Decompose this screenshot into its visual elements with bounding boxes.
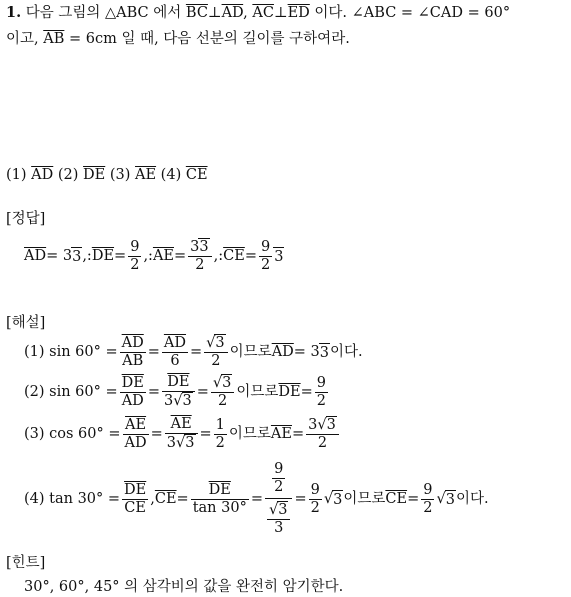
- separator: ,:: [143, 248, 153, 264]
- numerator: 1: [215, 416, 225, 433]
- denominator: 3√3: [164, 393, 192, 409]
- fraction: [162, 335, 188, 370]
- denominator: 2: [310, 499, 320, 516]
- fraction: [120, 375, 146, 410]
- segment-bc: $\overline{BC}$: [185, 5, 208, 21]
- step-text: 이므로: [228, 426, 271, 442]
- equals: =: [244, 248, 257, 264]
- equals: =: [147, 344, 160, 360]
- denominator: 2: [195, 257, 205, 273]
- denominator: AD: [121, 392, 144, 409]
- fraction: [211, 374, 234, 410]
- fraction-ae: [188, 238, 211, 274]
- answer-de: $\overline{DE}$: [91, 248, 115, 264]
- numerator: $\overline{AE}$: [165, 416, 198, 434]
- equals: =: [147, 384, 161, 400]
- equals: =: [176, 491, 189, 507]
- perp-symbol: ⊥: [273, 5, 288, 21]
- fraction: [165, 416, 198, 452]
- step-text: 이므로: [343, 491, 386, 507]
- step-text: = 3: [293, 344, 320, 360]
- separator: ,:: [82, 248, 92, 264]
- solution-step-2: [24, 372, 330, 412]
- segment-ed: $\overline{ED}$: [287, 5, 310, 21]
- figure-area: [0, 70, 571, 150]
- denominator: 2: [218, 393, 228, 409]
- fraction: [191, 482, 249, 517]
- step-prefix: (2) sin 60° =: [24, 384, 118, 400]
- denominator: 2: [215, 434, 225, 451]
- sqrt-3: 3: [274, 248, 284, 265]
- sqrt-3: 3: [222, 375, 232, 391]
- choice-2-label: (2): [53, 167, 84, 183]
- denominator: 2: [211, 353, 221, 369]
- choice-4-label: (4): [156, 167, 186, 183]
- comma: ,: [150, 491, 155, 507]
- segment: $\overline{CE}$: [154, 491, 177, 507]
- equals: = 3: [46, 248, 73, 264]
- choices-line: [6, 166, 208, 184]
- coefficient: 3: [190, 239, 200, 255]
- denominator: 3√3: [166, 435, 195, 451]
- denominator: 6: [170, 352, 180, 369]
- answer-label: [정답]: [6, 211, 46, 227]
- problem-text: 이고,: [6, 31, 44, 47]
- hint-text: 30°, 60°, 45° 의 삼각비의 값을 완전히 암기한다.: [24, 579, 344, 595]
- answer-ce: $\overline{CE}$: [223, 248, 245, 264]
- equals: =: [294, 491, 307, 507]
- numerator: $\overline{DE}$: [191, 482, 249, 500]
- sqrt-3: 3: [326, 417, 336, 433]
- numerator: $\overline{AD}$: [163, 334, 187, 351]
- denominator: AB: [122, 352, 144, 369]
- numerator: $\overline{DE}$: [124, 481, 147, 498]
- sqrt-3: 3: [199, 239, 209, 255]
- equals: =: [291, 426, 305, 442]
- answer-ae: $\overline{AE}$: [152, 248, 174, 264]
- nested-top: [265, 461, 292, 499]
- solution-step-3: [24, 414, 341, 454]
- choice-1-label: (1): [6, 167, 32, 183]
- numerator: 9: [310, 481, 320, 498]
- numerator: [188, 238, 211, 257]
- numerator: 9: [260, 238, 271, 255]
- segment: $\overline{DE}$: [278, 384, 301, 400]
- equals: =: [190, 344, 203, 360]
- fraction: [315, 375, 328, 410]
- numerator: $\overline{AD}$: [121, 334, 144, 351]
- denominator: CE: [124, 499, 146, 516]
- denominator: tan 30°: [192, 499, 247, 516]
- fraction-de: [128, 239, 141, 274]
- problem-text: 이다. ∠ABC = ∠CAD = 60°: [309, 5, 511, 21]
- equals: =: [114, 248, 127, 264]
- numerator: √3: [211, 374, 234, 393]
- perp-symbol: ⊥: [207, 5, 222, 21]
- nested-bottom: [265, 499, 292, 537]
- separator: ,:: [213, 248, 224, 264]
- choice-2-segment: $\overline{DE}$: [83, 167, 106, 183]
- numerator: √3: [204, 334, 227, 353]
- equals: =: [407, 491, 420, 507]
- sqrt-3: 3: [333, 491, 343, 508]
- answer-line: [24, 236, 284, 276]
- coefficient: 3: [166, 435, 177, 451]
- fraction: [421, 482, 434, 517]
- denominator: AD: [124, 434, 147, 451]
- step-prefix: (3) cos 60° =: [24, 426, 121, 442]
- numerator: $\overline{DE}$: [121, 374, 144, 391]
- denominator: 3: [274, 520, 284, 536]
- hint-label: [힌트]: [6, 555, 46, 571]
- segment: $\overline{AE}$: [270, 426, 292, 442]
- denominator: 2: [260, 256, 271, 273]
- step-text: 이다.: [455, 491, 489, 507]
- choice-3-label: (3): [105, 167, 136, 183]
- problem-number: 1.: [6, 4, 22, 21]
- fraction: [162, 374, 195, 410]
- nested-fraction: [265, 461, 292, 537]
- sqrt-3: 3: [445, 491, 455, 508]
- equals: =: [250, 491, 263, 507]
- fraction: [204, 334, 227, 370]
- sqrt-3: 3: [185, 435, 195, 451]
- comma: ,: [243, 5, 253, 21]
- fraction-ce: [259, 239, 272, 274]
- numerator: 9: [274, 461, 284, 477]
- answer-ad: $\overline{AD}$: [24, 248, 47, 264]
- choice-3-segment: $\overline{AE}$: [135, 167, 157, 183]
- step-text: 이므로: [236, 384, 279, 400]
- problem-text: 다음 그림의 △ABC 에서: [25, 5, 186, 21]
- denominator: 2: [423, 499, 433, 516]
- numerator: √3: [267, 501, 290, 520]
- step-text: 이므로: [229, 344, 272, 360]
- segment-ab: $\overline{AB}$: [43, 31, 65, 47]
- fraction: [306, 416, 339, 452]
- denominator: 2: [130, 256, 140, 273]
- numerator: 9: [423, 481, 433, 498]
- numerator: 3√3: [306, 416, 339, 435]
- fraction: [120, 335, 146, 370]
- step-prefix: (4) tan 30° =: [24, 491, 121, 507]
- coefficient: 3: [308, 417, 318, 433]
- fraction: [123, 417, 149, 452]
- equals: =: [150, 426, 163, 442]
- denominator: 2: [317, 435, 328, 451]
- numerator: $\overline{AE}$: [123, 417, 149, 435]
- sqrt-3: 3: [319, 344, 330, 361]
- segment-ac: $\overline{AC}$: [252, 5, 274, 21]
- sqrt-3: 3: [278, 502, 288, 518]
- sqrt-3: 3: [72, 248, 82, 265]
- solution-label: [해설]: [6, 315, 46, 331]
- coefficient: 3: [164, 393, 174, 409]
- fraction: [122, 482, 148, 517]
- fraction: [267, 501, 290, 537]
- choice-1-segment: $\overline{AD}$: [31, 167, 54, 183]
- numerator: $\overline{DE}$: [162, 374, 195, 392]
- equals: =: [196, 384, 209, 400]
- problem-line-1: [6, 4, 510, 22]
- step-prefix: (1) sin 60° =: [24, 344, 118, 360]
- equals: =: [199, 426, 212, 442]
- solution-step-1: [24, 332, 363, 372]
- fraction: [309, 482, 322, 517]
- segment: $\overline{CE}$: [385, 491, 408, 507]
- sqrt-3: 3: [182, 393, 192, 409]
- segment: $\overline{AD}$: [271, 344, 294, 360]
- sqrt-3: 3: [215, 335, 225, 351]
- denominator: 2: [316, 392, 327, 409]
- problem-text: = 6cm 일 때, 다음 선분의 길이를 구하여라.: [64, 31, 350, 47]
- fraction: [214, 417, 227, 452]
- solution-step-4: (4) tan 30° = $\frac{\overline{DE}}{CE}$ , $\overline{CE}$ = $\frac{\overline{DE}}{\tan 30^\circ}$ = $\frac{\frac{9}{2}}{\frac{√3}{3}}$ = $\frac{9}{2}$ √ 3 이므로 $\overline{CE}$ = $\frac{9}{2}$ √ 3 이다.: [24, 461, 489, 536]
- fraction: [272, 461, 285, 496]
- choice-4-segment: $\overline{CE}$: [185, 167, 208, 183]
- step-text: 이다.: [330, 344, 363, 360]
- equals: =: [300, 384, 313, 400]
- numerator: 9: [130, 238, 140, 255]
- problem-line-2: [6, 30, 350, 48]
- segment-ad: $\overline{AD}$: [221, 5, 244, 21]
- numerator: 9: [316, 374, 327, 391]
- equals: =: [174, 248, 187, 264]
- denominator: 2: [274, 479, 284, 495]
